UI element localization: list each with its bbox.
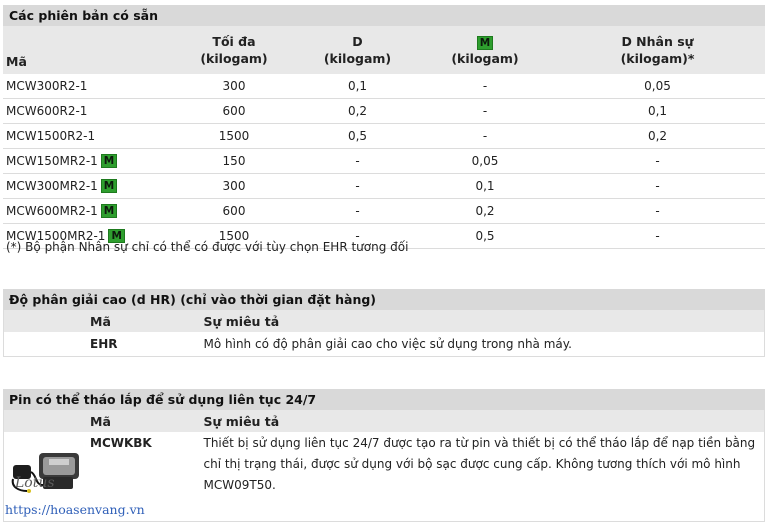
max-capacity: 1500 (173, 124, 295, 149)
model-code: MCW300R2-1 (6, 79, 88, 93)
table-row (4, 332, 765, 357)
m-badge-icon: M (101, 179, 117, 193)
d-value: - (295, 149, 420, 174)
model-code: MCW600MR2-1 (6, 203, 98, 218)
option-description: Thiết bị sử dụng liên tục 24/7 được tạo ra từ pin và thiết bị có thể tháo lắp để nạp tiền bằng chỉ thị trạng thái, được sử dụng với bộ sạc được cung cấp. Không tương thích với mô hình MCW09T50. (204, 432, 765, 522)
col-m-unit: (kilogam) (451, 51, 519, 66)
max-capacity: 1500 (173, 224, 295, 249)
table-row (3, 74, 765, 99)
col-d-title: D (352, 34, 363, 49)
model-code-cell (3, 99, 173, 124)
model-code: MCW1500R2-1 (6, 129, 96, 143)
model-code-cell (3, 124, 173, 149)
m-badge-icon: M (108, 229, 124, 243)
option-code: MCWKBK (4, 432, 204, 522)
table-row (3, 199, 765, 224)
col-code-header: Mã (3, 26, 173, 74)
col-desc-header: Sự miêu tả (204, 410, 765, 432)
m-value: - (420, 74, 550, 99)
d-value: 0,5 (295, 124, 420, 149)
high-resolution-section (3, 289, 765, 357)
m-value: - (420, 124, 550, 149)
m-badge-icon: M (101, 204, 117, 218)
versions-header-row (3, 26, 765, 74)
m-value: 0,2 (420, 199, 550, 224)
col-code-header: Mã (4, 310, 204, 332)
versions-table (3, 26, 765, 249)
option-description: Mô hình có độ phân giải cao cho việc sử dụng trong nhà máy. (204, 332, 765, 357)
table-row (3, 124, 765, 149)
dhr-value: - (550, 149, 765, 174)
model-code: MCW1500MR2-1 (6, 228, 106, 243)
max-capacity: 300 (173, 74, 295, 99)
max-capacity: 600 (173, 199, 295, 224)
col-max-header (173, 26, 295, 74)
d-value: 0,2 (295, 99, 420, 124)
high-resolution-header-row (4, 310, 765, 332)
battery-header-row (4, 410, 765, 432)
high-resolution-table (3, 310, 765, 357)
d-value: - (295, 224, 420, 249)
m-value: 0,5 (420, 224, 550, 249)
max-capacity: 300 (173, 174, 295, 199)
col-max-title: Tối đa (212, 34, 256, 49)
versions-title: Các phiên bản có sẵn (3, 5, 765, 26)
model-code: MCW300MR2-1 (6, 178, 98, 193)
col-dhr-header (550, 26, 765, 74)
max-capacity: 600 (173, 99, 295, 124)
col-desc-header: Sự miêu tả (204, 310, 765, 332)
dhr-value: - (550, 224, 765, 249)
dhr-value: 0,2 (550, 124, 765, 149)
col-code-header: Mã (4, 410, 204, 432)
model-code-cell (3, 174, 173, 199)
high-resolution-title: Độ phân giải cao (d HR) (chỉ vào thời gian đặt hàng) (3, 289, 765, 310)
battery-section (3, 389, 765, 522)
col-max-unit: (kilogam) (200, 51, 268, 66)
table-row (3, 149, 765, 174)
watermark-logo: Lotus (15, 475, 55, 491)
model-code-cell (3, 74, 173, 99)
col-m-header (420, 26, 550, 74)
col-d-unit: (kilogam) (323, 51, 392, 66)
battery-title: Pin có thể tháo lắp để sử dụng liên tục 24/7 (3, 389, 765, 410)
d-value: - (295, 199, 420, 224)
model-code-cell (3, 149, 173, 174)
dhr-value: 0,05 (550, 74, 765, 99)
watermark-url: https://hoasenvang.vn (5, 502, 145, 517)
m-value: 0,05 (420, 149, 550, 174)
versions-section (3, 5, 765, 249)
m-badge-icon: M (477, 36, 493, 50)
dhr-value: - (550, 174, 765, 199)
dhr-value: - (550, 199, 765, 224)
max-capacity: 150 (173, 149, 295, 174)
dhr-value: 0,1 (550, 99, 765, 124)
m-badge-icon: M (101, 154, 117, 168)
option-code: EHR (4, 332, 204, 357)
col-dhr-title: D Nhân sự (621, 34, 694, 49)
d-value: - (295, 174, 420, 199)
footnote: (*) Bộ phận Nhân sự chỉ có thể có được với tùy chọn EHR tương đối (6, 240, 409, 254)
table-row (3, 99, 765, 124)
model-code: MCW600R2-1 (6, 104, 88, 118)
table-row (3, 174, 765, 199)
m-value: 0,1 (420, 174, 550, 199)
col-d-header (295, 26, 420, 74)
model-code: MCW150MR2-1 (6, 153, 98, 168)
d-value: 0,1 (295, 74, 420, 99)
m-value: - (420, 99, 550, 124)
col-dhr-unit: (kilogam)* (620, 51, 695, 66)
model-code-cell (3, 199, 173, 224)
